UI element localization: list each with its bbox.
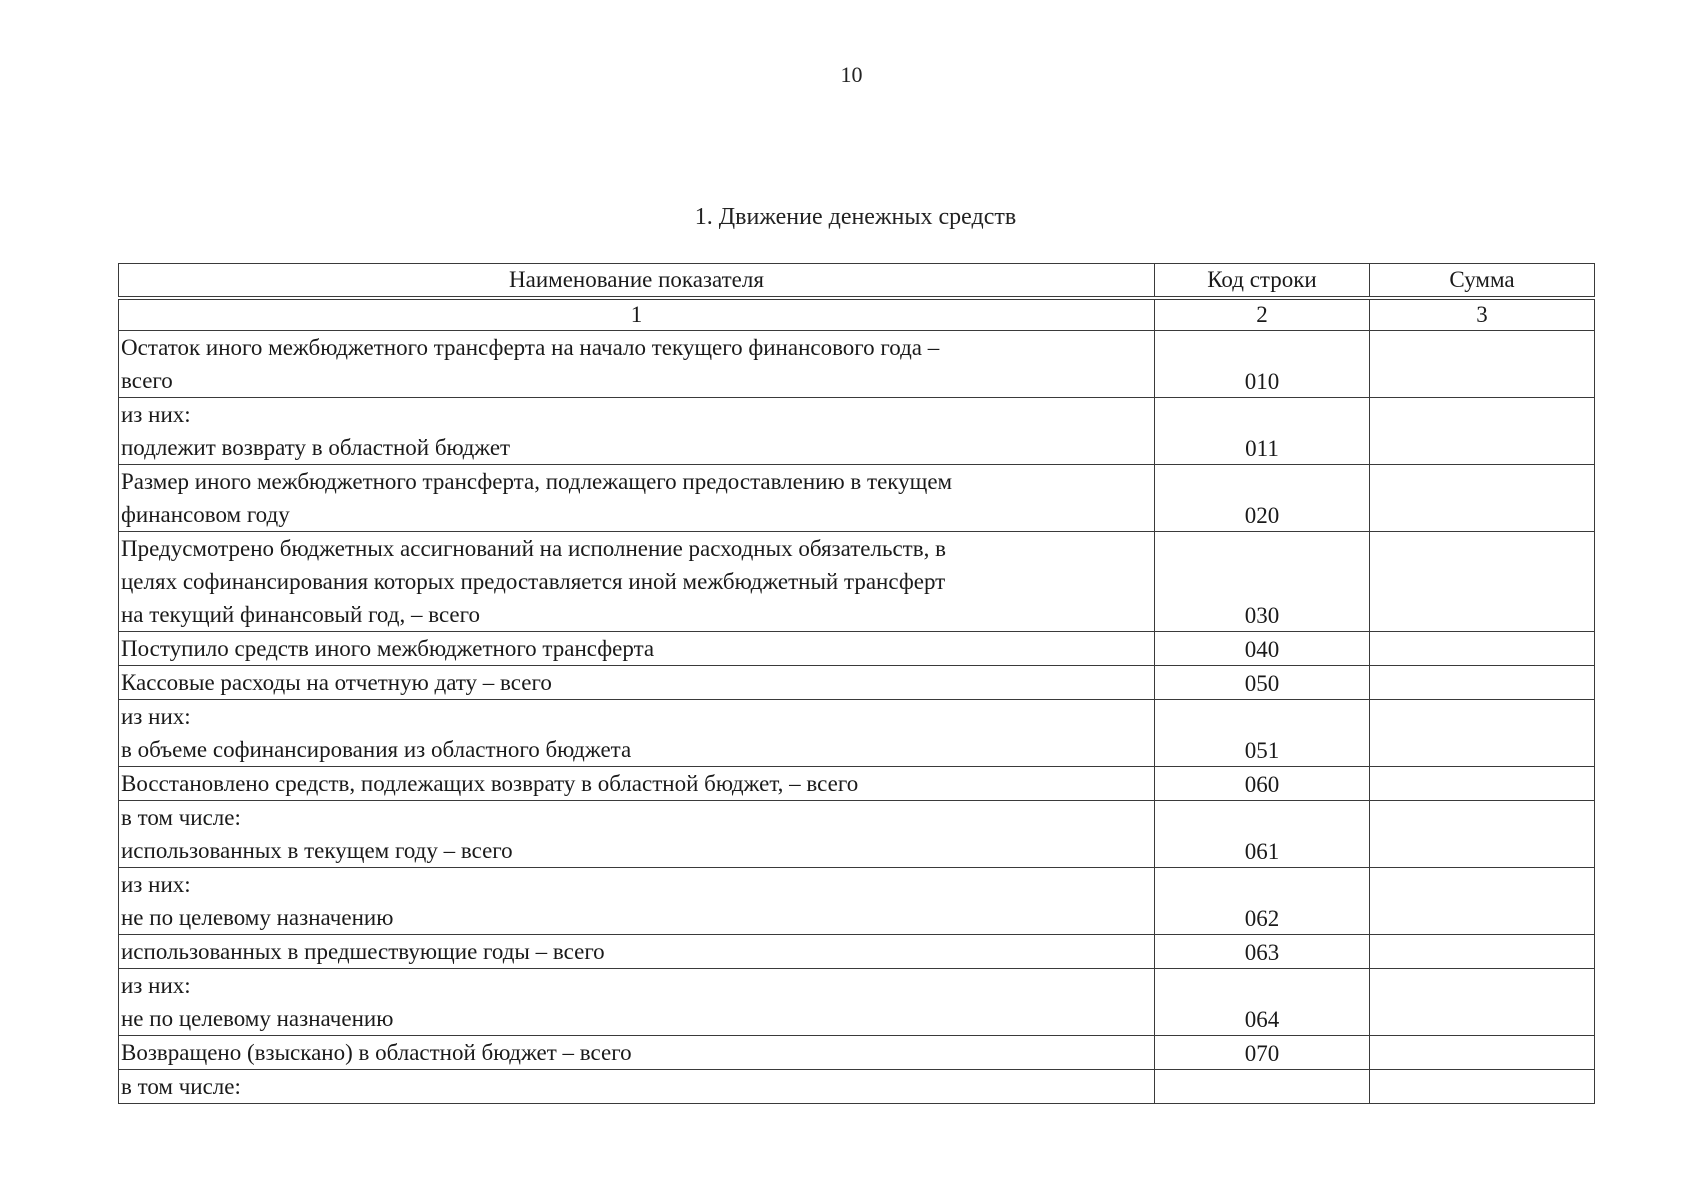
line-code-cell: 051	[1155, 700, 1370, 767]
table-row	[119, 532, 1595, 632]
indicator-name-line: Размер иного межбюджетного трансферта, подлежащего предоставлению в текущем	[121, 469, 953, 494]
indicator-name-line: в объеме софинансирования из областного бюджета	[121, 737, 632, 762]
indicator-name-line: Остаток иного межбюджетного трансферта на начало текущего финансового года –	[121, 335, 940, 360]
indicator-name-line: всего	[121, 368, 173, 393]
column-number-row	[119, 298, 1595, 331]
indicator-name-line: не по целевому назначению	[121, 905, 394, 930]
indicator-name-line: Кассовые расходы на отчетную дату – всего	[121, 670, 552, 695]
indicator-name-cell	[119, 1070, 1155, 1104]
indicator-name-cell	[119, 398, 1155, 465]
line-code-cell: 010	[1155, 331, 1370, 398]
cash-flow-table-container	[118, 263, 1594, 1104]
line-code-cell: 062	[1155, 868, 1370, 935]
amount-cell[interactable]	[1370, 532, 1595, 632]
table-row	[119, 935, 1595, 969]
indicator-name-cell	[119, 801, 1155, 868]
indicator-name-line: не по целевому назначению	[121, 1006, 394, 1031]
indicator-name-line: подлежит возврату в областной бюджет	[121, 435, 511, 460]
indicator-name-cell	[119, 1036, 1155, 1070]
indicator-name-line: Предусмотрено бюджетных ассигнований на исполнение расходных обязательств, в	[121, 536, 946, 561]
indicator-name-cell	[119, 868, 1155, 935]
indicator-name-line: из них:	[121, 704, 191, 729]
line-code-cell: 063	[1155, 935, 1370, 969]
table-row	[119, 398, 1595, 465]
line-code-cell: 060	[1155, 767, 1370, 801]
column-number-1: 1	[119, 298, 1155, 331]
amount-cell[interactable]	[1370, 767, 1595, 801]
cash-flow-table	[118, 263, 1595, 1104]
indicator-name-line: целях софинансирования которых предоставляется иной межбюджетный трансферт	[121, 569, 946, 594]
line-code-cell: 020	[1155, 465, 1370, 532]
indicator-name-line: Возвращено (взыскано) в областной бюджет – всего	[121, 1040, 632, 1065]
column-number-3: 3	[1370, 298, 1595, 331]
amount-cell[interactable]	[1370, 801, 1595, 868]
indicator-name-cell	[119, 767, 1155, 801]
line-code-cell: 011	[1155, 398, 1370, 465]
line-code-cell: 030	[1155, 532, 1370, 632]
line-code-cell: 040	[1155, 632, 1370, 666]
table-row	[119, 632, 1595, 666]
amount-cell[interactable]	[1370, 1070, 1595, 1104]
amount-cell[interactable]	[1370, 700, 1595, 767]
page-number: 10	[840, 62, 863, 87]
indicator-name-line: на текущий финансовый год, – всего	[121, 602, 481, 627]
table-row	[119, 1036, 1595, 1070]
line-code-cell: 070	[1155, 1036, 1370, 1070]
amount-cell[interactable]	[1370, 398, 1595, 465]
amount-cell[interactable]	[1370, 1036, 1595, 1070]
indicator-name-cell	[119, 666, 1155, 700]
amount-cell[interactable]	[1370, 632, 1595, 666]
amount-cell[interactable]	[1370, 935, 1595, 969]
indicator-name-line: использованных в предшествующие годы – всего	[121, 939, 605, 964]
indicator-name-cell	[119, 700, 1155, 767]
indicator-name-line: использованных в текущем году – всего	[121, 838, 513, 863]
indicator-name-line: в том числе:	[121, 1074, 241, 1099]
header-amount: Сумма	[1370, 264, 1595, 299]
indicator-name-line: Восстановлено средств, подлежащих возврату в областной бюджет, – всего	[121, 771, 859, 796]
section-title: 1. Движение денежных средств	[694, 204, 1017, 230]
indicator-name-cell	[119, 331, 1155, 398]
table-body	[119, 331, 1595, 1104]
table-row	[119, 465, 1595, 532]
indicator-name-line: из них:	[121, 402, 191, 427]
indicator-name-cell	[119, 532, 1155, 632]
indicator-name-cell	[119, 935, 1155, 969]
column-number-2: 2	[1155, 298, 1370, 331]
indicator-name-line: из них:	[121, 973, 191, 998]
indicator-name-line: финансовом году	[121, 502, 290, 527]
line-code-cell: 064	[1155, 969, 1370, 1036]
indicator-name-cell	[119, 632, 1155, 666]
table-row	[119, 969, 1595, 1036]
line-code-cell: 050	[1155, 666, 1370, 700]
amount-cell[interactable]	[1370, 969, 1595, 1036]
indicator-name-cell	[119, 969, 1155, 1036]
amount-cell[interactable]	[1370, 868, 1595, 935]
indicator-name-cell	[119, 465, 1155, 532]
line-code-cell: 061	[1155, 801, 1370, 868]
amount-cell[interactable]	[1370, 331, 1595, 398]
indicator-name-line: в том числе:	[121, 805, 241, 830]
indicator-name-line: из них:	[121, 872, 191, 897]
table-row	[119, 331, 1595, 398]
table-row	[119, 1070, 1595, 1104]
amount-cell[interactable]	[1370, 666, 1595, 700]
header-indicator-name: Наименование показателя	[119, 264, 1155, 299]
table-row	[119, 700, 1595, 767]
table-row	[119, 666, 1595, 700]
amount-cell[interactable]	[1370, 465, 1595, 532]
table-row	[119, 868, 1595, 935]
header-line-code: Код строки	[1155, 264, 1370, 299]
table-header-row	[119, 264, 1595, 299]
indicator-name-line: Поступило средств иного межбюджетного трансферта	[121, 636, 655, 661]
table-row	[119, 767, 1595, 801]
line-code-cell	[1155, 1070, 1370, 1104]
table-row	[119, 801, 1595, 868]
